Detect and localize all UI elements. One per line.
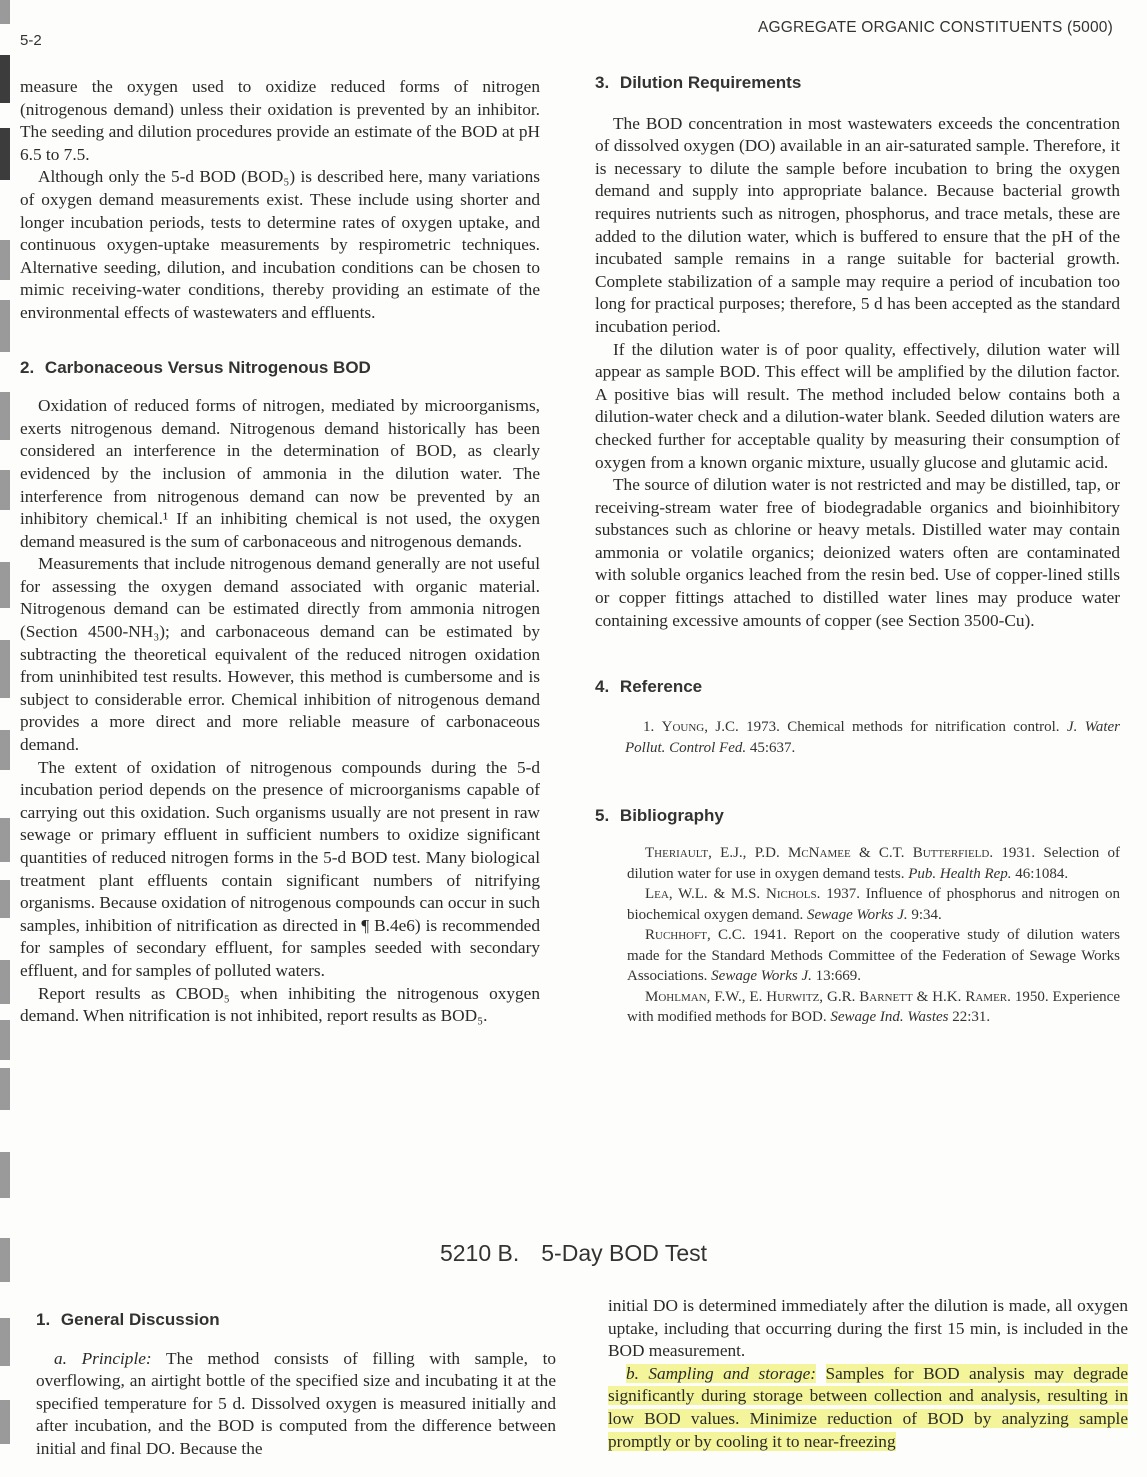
bottom-left-column xyxy=(36,1309,556,1461)
scan-edge-mark xyxy=(0,818,10,862)
bibliography-entry xyxy=(595,843,1120,884)
scan-edge-mark xyxy=(0,1152,10,1198)
section-number: 5. xyxy=(595,805,610,825)
scan-edge-mark xyxy=(0,1400,10,1444)
scan-edge-mark xyxy=(0,640,10,698)
reference-entry xyxy=(595,717,1120,759)
section-number: 2. xyxy=(20,357,35,377)
scan-edge-mark xyxy=(0,240,10,280)
section-title: Reference xyxy=(619,677,703,697)
bib-author: Mohlman, F.W., E. Hurwitz, G.R. Barnett & H.K. Ramer. xyxy=(645,988,1011,1005)
scan-edge-mark xyxy=(0,392,10,440)
paragraph: If the dilution water is of poor quality, effectively, dilution water will appear as sample BOD. This effect will be amplified by the dilution factor. A positive bias will result. The method included below contains both a dilution-water check and a dilution-water blank. Seeded dilution waters are checked further for acceptable quality by measuring their consumption of oxygen from a known organic mixture, usually glucose and glutamic acid. xyxy=(595,339,1120,472)
right-column xyxy=(595,72,1120,1028)
running-head: AGGREGATE ORGANIC CONSTITUENTS (5000) xyxy=(757,19,1113,36)
paragraph: Oxidation of reduced forms of nitrogen, mediated by microorganisms, exerts nitrogenous demand. Nitrogenous demand historically has been considered an interference in the determination of BOD, as clearly evidenced by the inclusion of ammonia in the dilution water. The interference from nitrogenous demand can now be prevented by an inhibitory chemical.¹ If an inhibiting chemical is not used, the oxygen demand measured is the sum of carbonaceous and nitrogenous demands. xyxy=(20,396,540,551)
section-heading xyxy=(20,357,540,380)
reference-author: Young, J.C. xyxy=(661,718,739,735)
scan-edge-mark xyxy=(0,1068,10,1110)
subsection-text: The method consists of filling with sample, to overflowing, an airtight bottle of the specified size and incubating it at the specified temperature for 5 d. Dissolved oxygen is measured initially and after incubation, and the BOD is computed from the difference between initial and final DO. Because the xyxy=(36,1348,557,1458)
paragraph: initial DO is determined immediately after the dilution is made, all oxygen uptake, including that occurring during the first 15 min, is included in the BOD measurement. xyxy=(608,1296,1128,1361)
section-heading xyxy=(595,676,1120,699)
scan-edge-mark xyxy=(0,1318,10,1366)
bib-citation: 13:669. xyxy=(815,968,862,985)
paragraph: measure the oxygen used to oxidize reduced forms of nitrogen (nitrogenous demand) unless their oxidation is prevented by an inhibitor. The seeding and dilution procedures provide an estimate of the BOD at pH 6.5 to 7.5. xyxy=(20,77,540,164)
bib-citation: 22:31. xyxy=(952,1009,991,1026)
bib-author: Ruchhoft, C.C. xyxy=(645,927,746,944)
bib-journal: Pub. Health Rep. xyxy=(908,865,1012,882)
reference-text: 1973. Chemical methods for nitrification control. xyxy=(746,718,1060,735)
section-number: 1. xyxy=(36,1310,51,1329)
section-heading xyxy=(36,1309,556,1332)
bib-citation: 9:34. xyxy=(911,906,942,923)
paragraph xyxy=(36,1348,556,1461)
paragraph: The BOD concentration in most wastewaters exceeds the concentration of dissolved oxygen (DO) available in an air-saturated sample. Therefore, it is necessary to dilute the sample before incubation to bring the oxygen demand and supply into appropriate balance. Because bacterial growth requires nutrients such as nitrogen, phosphorus, and trace metals, these are added to the dilution water, which is buffered to ensure that the pH of the incubated sample remains in a range suitable for bacterial growth. Complete stabilization of a sample may require a period of incubation too long for practical purposes; therefore, 5 d has been accepted as the standard incubation period. xyxy=(595,113,1120,336)
bib-author: Theriault, E.J., P.D. McNamee & C.T. Butterfield. xyxy=(645,845,994,862)
reference-citation: 45:637. xyxy=(749,739,796,756)
section-title: Dilution Requirements xyxy=(619,73,802,92)
left-column xyxy=(20,76,540,1028)
section-title: General Discussion xyxy=(60,1310,220,1329)
scan-edge-mark xyxy=(0,0,10,24)
bib-journal: Sewage Works J. xyxy=(711,968,812,985)
bottom-right-column xyxy=(608,1295,1128,1453)
scan-edge-mark xyxy=(0,730,10,770)
section-heading xyxy=(595,72,1120,95)
section-number: 3. xyxy=(595,73,610,92)
bib-journal: Sewage Works J. xyxy=(806,906,908,923)
paragraph: Measurements that include nitrogenous demand generally are not useful for assessing the oxygen demand associated with organic material. Nitrogenous demand can be estimated directly from ammonia nitrogen (Section 4500-NH₃); and carbonaceous demand can be estimated by subtracting the theoretical equivalent of the reduced nitrogen oxidation from uninhibited test results. However, this method is cumbersome and is subject to considerable error. Chemical inhibition of nitrogenous demand provides a more direct and more reliable measure of carbonaceous demand. xyxy=(20,554,540,755)
paragraph: The extent of oxidation of nitrogenous compounds during the 5-d incubation period depends on the presence of microorganisms capable of carrying out this oxidation. Such organisms usually are not present in raw sewage or primary effluent in sufficient numbers to oxidize significant quantities of reduced nitrogen forms in the 5-d BOD test. Many biological treatment plant effluents contain significant numbers of nitrifying organisms. Because oxidation of nitrogenous compounds can occur in such samples, inhibition of nitrification as directed in ¶ B.4e6) is recommended for samples of secondary effluent, for samples seeded with secondary effluent, and for samples of polluted waters. xyxy=(20,757,540,980)
scan-edge-mark xyxy=(0,470,10,510)
bib-journal: Sewage Ind. Wastes xyxy=(830,1009,949,1026)
bib-text: 1950. Experience with modified methods for BOD. xyxy=(627,988,1120,1026)
bib-text: 1937. Influence of phosphorus and nitrogen on biochemical oxygen demand. xyxy=(627,886,1121,923)
section-title: Bibliography xyxy=(619,805,724,825)
bibliography-entry xyxy=(595,987,1120,1028)
scan-edge-mark xyxy=(0,880,10,918)
reference-journal: J. Water Pollut. Control Fed. xyxy=(625,718,1120,756)
scan-edge-mark xyxy=(0,128,10,180)
paragraph: Although only the 5-d BOD (BOD₅) is described here, many variations of oxygen demand measurements exist. These include using shorter and longer incubation periods, tests to determine rates of oxygen uptake, and continuous oxygen-uptake measurements by respirometric techniques. Alternative seeding, dilution, and incubation conditions can be chosen to mimic receiving-water conditions, thereby providing an estimate of the environmental effects of wastewaters and effluents. xyxy=(20,167,540,322)
paragraph: Report results as CBOD₅ when inhibiting the nitrogenous oxygen demand. When nitrification is not inhibited, report results as BOD₅. xyxy=(20,983,540,1026)
section-heading xyxy=(595,805,1120,828)
highlighted-text: Samples for BOD analysis may degrade significantly during storage between collection and analysis, resulting in low BOD values. Minimize reduction of BOD by analyzing sample promptly or by cooling it to near-freezing xyxy=(608,1363,1128,1451)
subsection-label: a. Principle: xyxy=(54,1348,152,1368)
scan-edge-mark xyxy=(0,300,10,352)
bib-citation: 46:1084. xyxy=(1015,865,1069,882)
bib-text: 1931. Selection of dilution water for use in oxygen demand tests. xyxy=(627,845,1120,882)
bib-text: 1941. Report on the cooperative study of dilution waters made for the Standard Methods Committee of the Federation of Sewage Works Associations. xyxy=(627,927,1120,985)
highlighted-paragraph xyxy=(608,1363,1128,1453)
scan-edge-mark xyxy=(0,960,10,1004)
scan-edge-mark xyxy=(0,1020,10,1060)
paragraph: The source of dilution water is not restricted and may be distilled, tap, or receiving-stream water free of biodegradable organics and bioinhibitory substances such as chlorine or heavy metals. Distilled water may contain ammonia or volatile organics; deionized waters often are contaminated with soluble organics leached from the resin bed. Use of copper-lined stills or copper fittings attached to distilled water lines may produce water containing excessive amounts of copper (see Section 3500-Cu). xyxy=(595,475,1120,630)
method-name: 5-Day BOD Test xyxy=(541,1240,708,1266)
bibliography-entry xyxy=(595,884,1120,925)
reference-number: 1. xyxy=(643,718,655,735)
subsection-label: b. Sampling and storage: xyxy=(626,1363,817,1383)
method-code: 5210 B. xyxy=(439,1240,520,1266)
bibliography-entry xyxy=(595,925,1120,987)
section-number: 4. xyxy=(595,677,610,697)
section-title: Carbonaceous Versus Nitrogenous BOD xyxy=(44,357,371,377)
page-number: 5-2 xyxy=(20,32,42,49)
scan-edge-mark xyxy=(0,55,10,103)
method-title xyxy=(0,1240,1147,1267)
scan-edge-mark xyxy=(0,562,10,608)
bib-author: Lea, W.L. & M.S. Nichols. xyxy=(645,886,821,903)
